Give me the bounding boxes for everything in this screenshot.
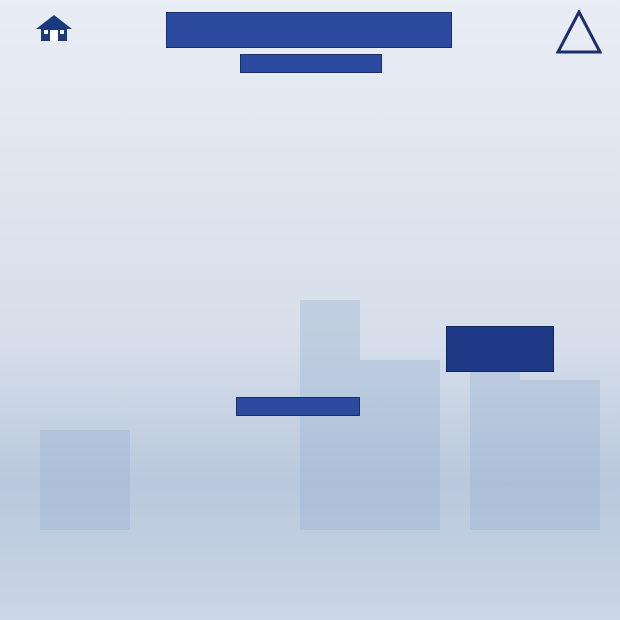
house-icon <box>34 14 74 42</box>
sector-heading-jinnah <box>240 54 382 73</box>
page-title <box>166 12 452 48</box>
lahore-real-estate-logo <box>12 14 96 68</box>
lda-triangle-icon <box>556 10 602 54</box>
building-silhouette <box>40 430 130 530</box>
building-silhouette <box>360 360 440 530</box>
lda-city-logo <box>548 10 610 74</box>
building-silhouette <box>520 380 600 530</box>
sector-heading-iqbal <box>236 397 360 416</box>
transfer-expense-box <box>446 326 554 372</box>
